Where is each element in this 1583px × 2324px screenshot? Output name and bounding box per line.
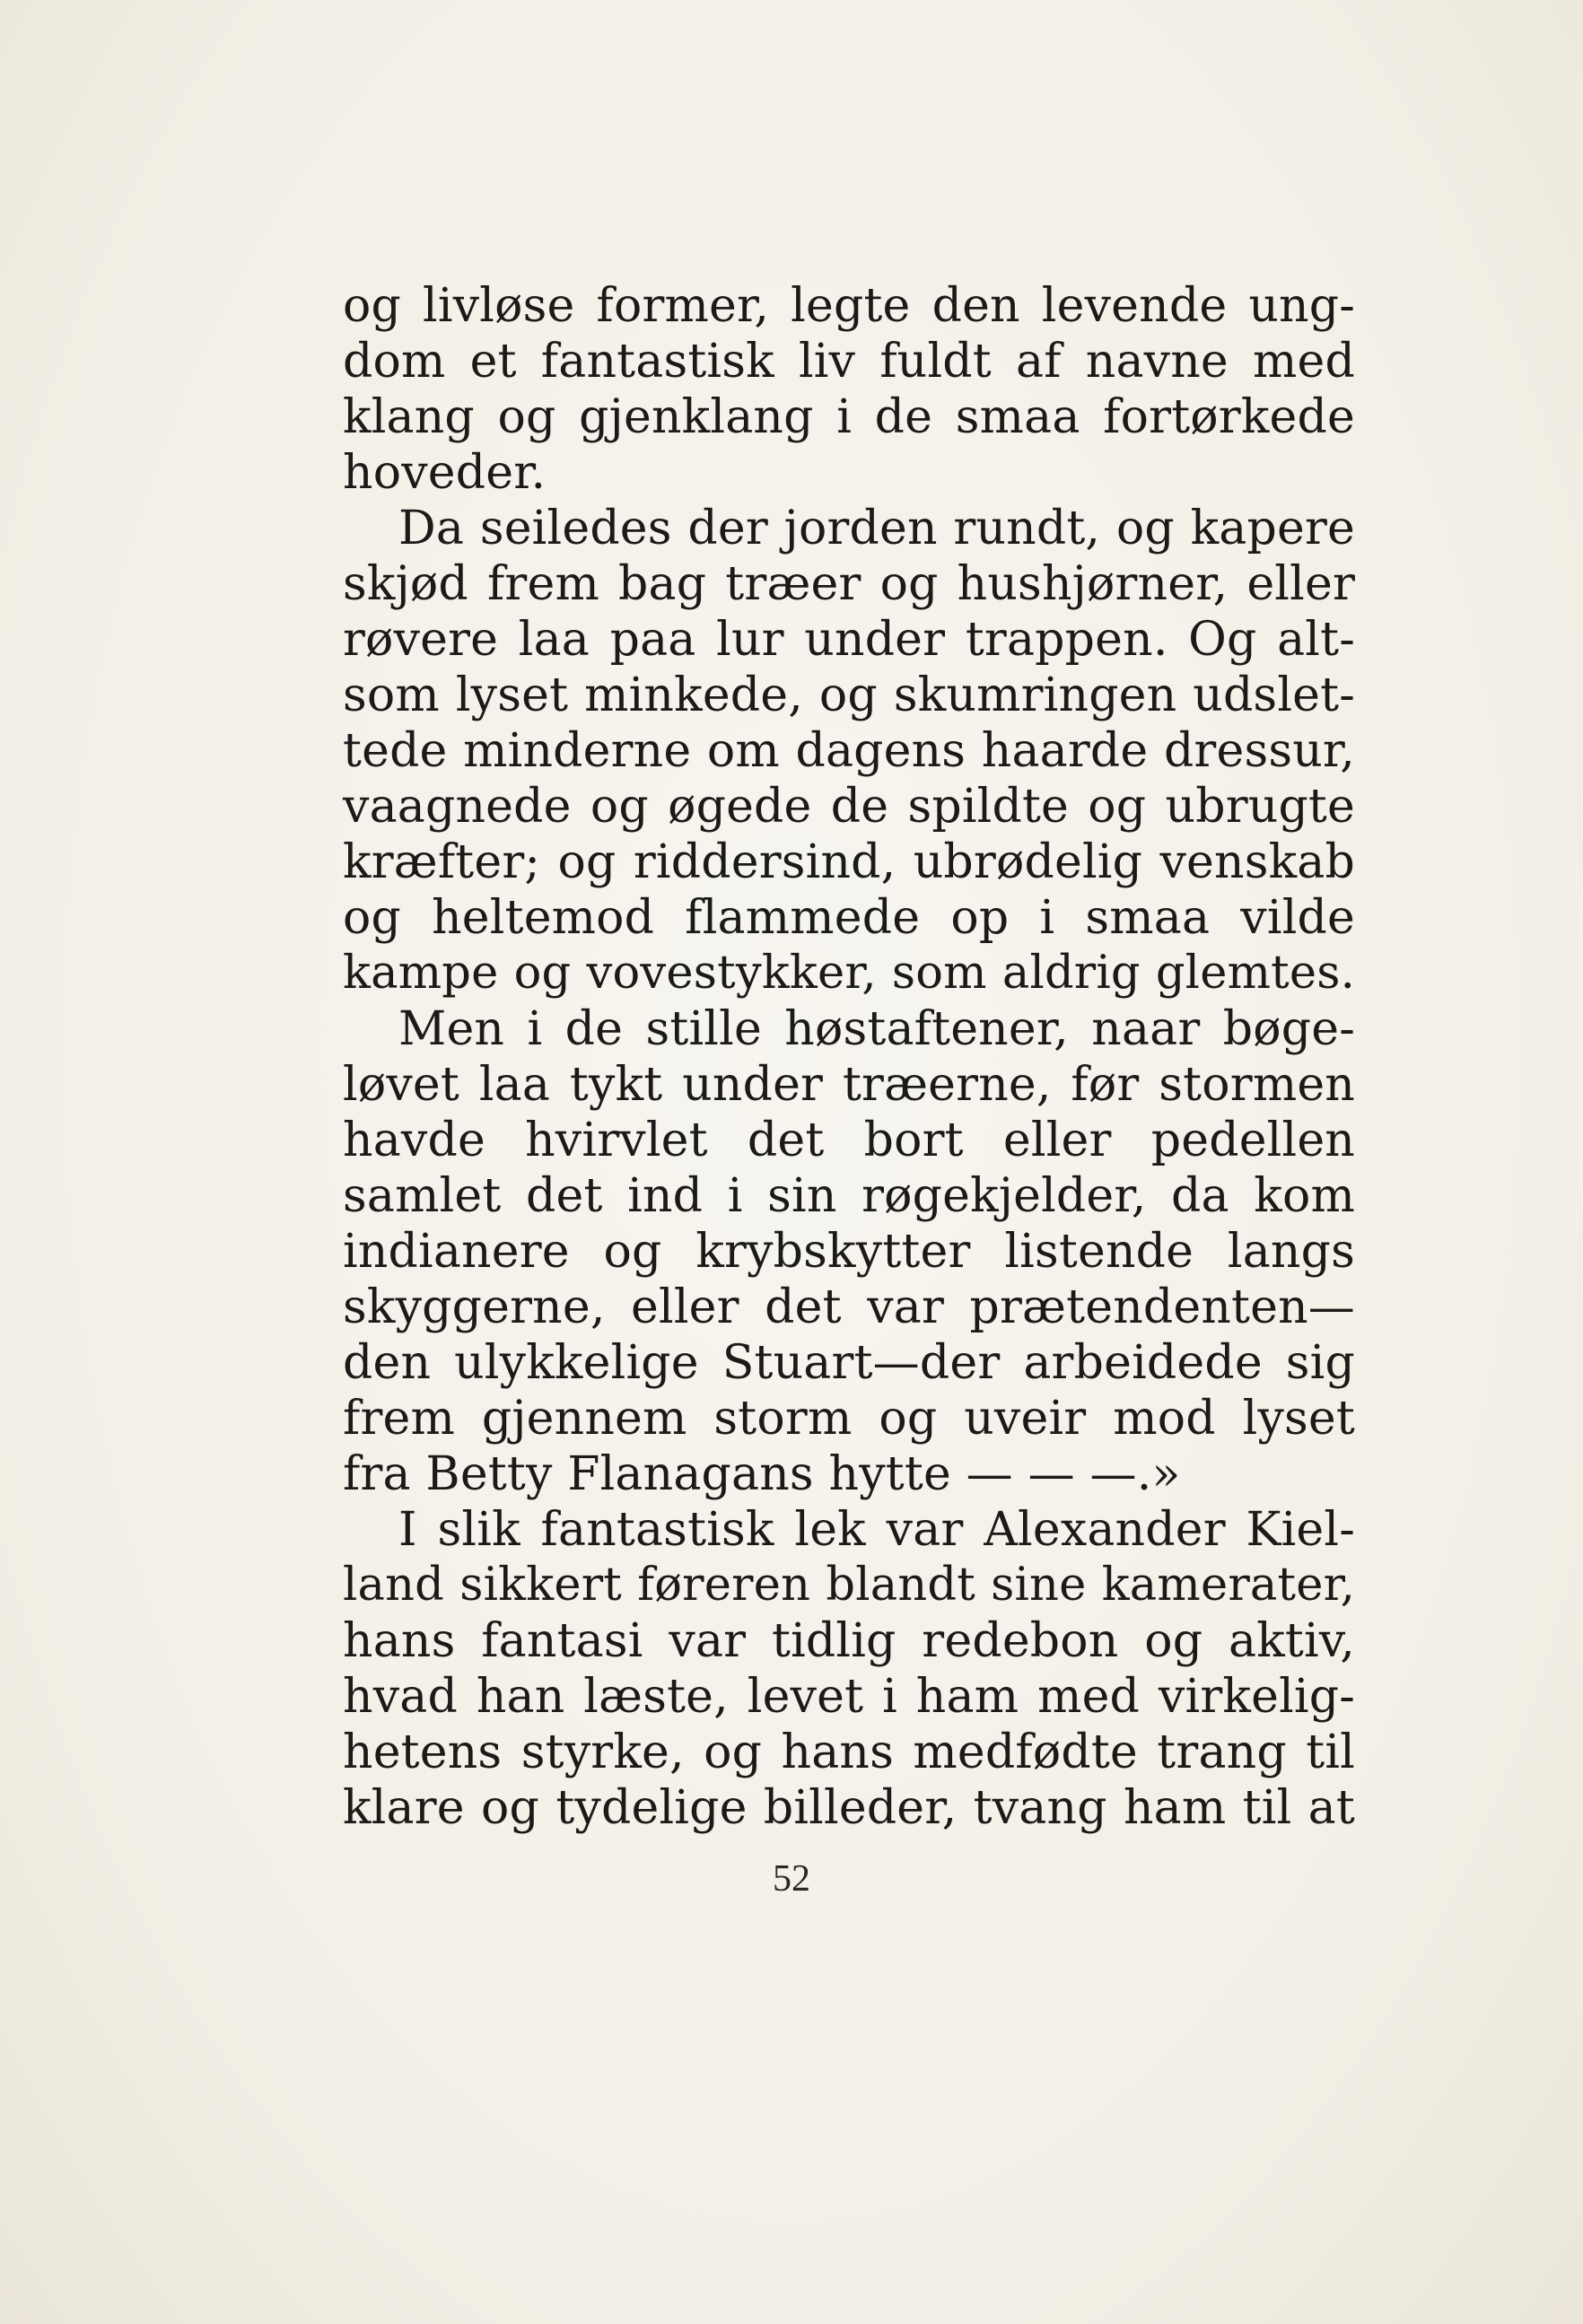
text-line: klare og tydelige billeder, tvang ham til at <box>343 1781 1355 1835</box>
text-line: hvad han læste, levet i ham med virkelig- <box>343 1670 1355 1724</box>
text-line: røvere laa paa lur under trappen. Og alt- <box>343 613 1355 667</box>
text-line: kræfter; og riddersind, ubrødelig venskab <box>343 835 1355 889</box>
text-line: hoveder. <box>343 446 547 500</box>
text-line: skyggerne, eller det var prætendenten— <box>343 1280 1355 1334</box>
text-line: frem gjennem storm og uveir mod lyset <box>343 1392 1355 1446</box>
body-text <box>343 278 1355 1836</box>
text-line: fra Betty Flanagans hytte — — —.» <box>343 1447 1181 1501</box>
text-line: havde hvirvlet det bort eller pedellen <box>343 1114 1355 1167</box>
text-line: hans fantasi var tidlig redebon og aktiv, <box>343 1614 1355 1668</box>
text-line: og heltemod flammede op i smaa vilde <box>343 891 1355 945</box>
text-line: den ulykkelige Stuart—der arbeidede sig <box>343 1336 1355 1390</box>
text-line: skjød frem bag træer og hushjørner, eller <box>343 557 1355 611</box>
text-line: kampe og vovestykker, som aldrig glemtes. <box>343 947 1355 1000</box>
text-line: land sikkert føreren blandt sine kamerater, <box>343 1559 1355 1612</box>
text-line: Da seiledes der jorden rundt, og kapere <box>398 502 1355 555</box>
page-number: 52 <box>773 1858 810 1900</box>
text-line: løvet laa tykt under træerne, før stormen <box>343 1058 1355 1112</box>
text-line: I slik fantastisk lek var Alexander Kiel- <box>398 1503 1355 1557</box>
text-line: klang og gjenklang i de smaa fortørkede <box>343 390 1355 444</box>
text-line: som lyset minkede, og skumringen udslet- <box>343 668 1355 722</box>
text-line: tede minderne om dagens haarde dressur, <box>343 724 1355 778</box>
text-line: vaagnede og øgede de spildte og ubrugte <box>343 780 1355 834</box>
text-line: dom et fantastisk liv fuldt af navne med <box>343 335 1355 389</box>
text-line: samlet det ind i sin røgekjelder, da kom <box>343 1169 1355 1223</box>
text-line: hetens styrke, og hans medfødte trang til <box>343 1726 1355 1779</box>
text-line: indianere og krybskytter listende langs <box>343 1225 1355 1279</box>
text-line: og livløse former, legte den levende ung- <box>343 279 1355 333</box>
text-line: Men i de stille høstaftener, naar bøge- <box>398 1002 1355 1056</box>
